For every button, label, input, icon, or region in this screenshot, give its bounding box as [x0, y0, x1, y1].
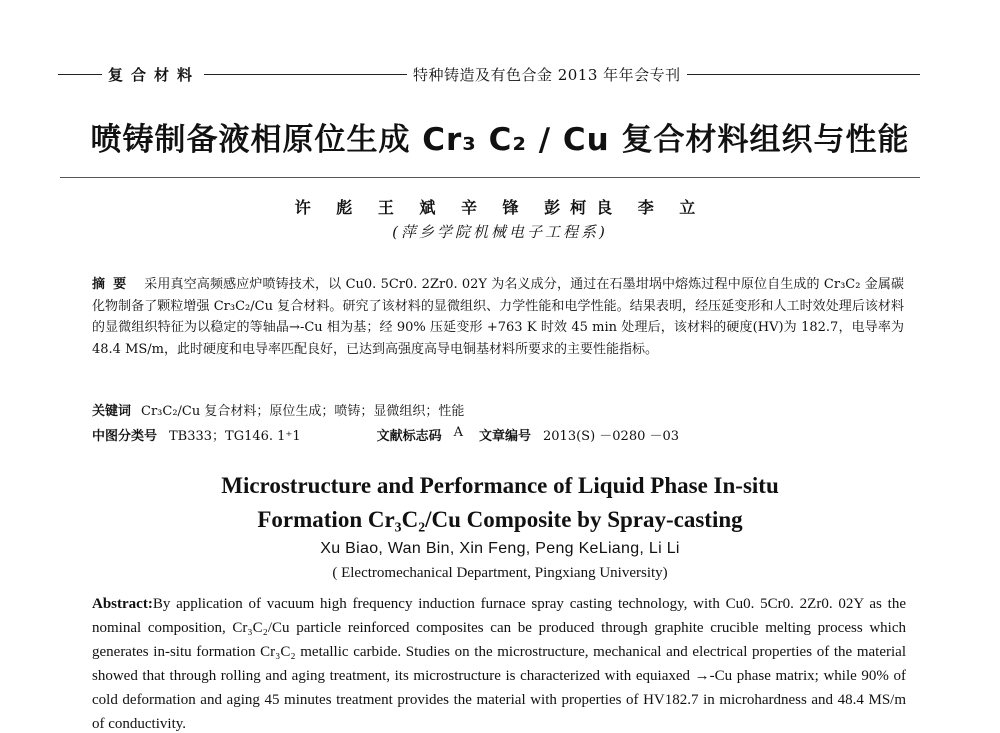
keywords-cn-text: Cr₃C₂/Cu 复合材料；原位生成；喷铸；显微组织；性能	[141, 404, 465, 419]
header-rule-right	[687, 74, 920, 75]
article-number-label: 文章编号	[479, 429, 532, 444]
header-rule-left	[58, 74, 102, 75]
abstract-en	[92, 592, 906, 733]
issue-label: 特种铸造及有色合金 2013 年年会专刊	[412, 65, 681, 84]
running-header	[58, 62, 920, 86]
abstract-cn-label: 摘要	[92, 277, 135, 292]
authors-cn: 许 彪 王 斌 辛 锋 彭柯良 李 立	[294, 198, 706, 217]
article-number-value: 2013(S) －0280 －03	[543, 429, 680, 444]
affiliation-cn: (萍乡学院机械电子工程系)	[392, 223, 608, 241]
doc-code-value: A	[453, 425, 463, 440]
clc-value: TB333；TG146. 1⁺1	[169, 429, 301, 444]
title-en-line-2: Formation Cr₃C₂/Cu Composite by Spray-casting	[257, 507, 743, 532]
abstract-en-text: By application of vacuum high frequency induction furnace spray casting technology, with Cu0. 5Cr0. 2Zr0. 02Y as the nominal composition, Cr₃C₂/Cu particle reinforced composites can be produced through graphite crucible melting process which generates in-situ formation Cr₃C₂ metallic carbide. Studies on the microstructure, mechanical and electrical properties of the material showed that through rolling and aging treatment, its microstructure is characterized with equiaxed →-Cu phase matrix; while 90% of cold deformation and aging 45 minutes treatment provides the material with properties of HV182.7 in microhardness and 48.4 MS/m of conductivity.	[92, 596, 906, 732]
abstract-en-label: Abstract:	[92, 596, 153, 612]
keywords-cn-label: 关键词	[92, 404, 132, 419]
authors-en: Xu Biao, Wan Bin, Xin Feng, Peng KeLiang, Li Li	[320, 540, 680, 557]
doc-code-label: 文献标志码	[376, 429, 442, 444]
title-en	[0, 469, 1000, 537]
keywords-cn	[92, 400, 904, 419]
classification-line	[92, 425, 904, 444]
abstract-cn	[92, 274, 904, 360]
title-en-line-1: Microstructure and Performance of Liquid Phase In-situ	[221, 473, 779, 498]
affiliation-en: ( Electromechanical Department, Pingxiang University)	[332, 565, 668, 581]
journal-section-label: 复合材料	[108, 65, 201, 84]
title-rule	[60, 177, 920, 178]
abstract-cn-text: 采用真空高频感应炉喷铸技术，以 Cu0. 5Cr0. 2Zr0. 02Y 为名义成分，通过在石墨坩埚中熔炼过程中原位自生成的 Cr₃C₂ 金属碳化物制备了颗粒增强 Cr₃C₂/Cu 复合材料。研究了该材料的显微组织、力学性能和电学性能。结果表明，经压延变形和人工时效处理后该材料的显微组织特征为以稳定的等轴晶→-Cu 相为基；经 90% 压延变形 +763 K 时效 45 min 处理后，该材料的硬度(HV)为 182.7，电导率为 48.4 MS/m，此时硬度和电导率匹配良好，已达到高强度高导电铜基材料所要求的主要性能指标。	[92, 277, 904, 357]
title-cn: 喷铸制备液相原位生成 Cr₃ C₂ / Cu 复合材料组织与性能	[90, 122, 910, 158]
clc-label: 中图分类号	[92, 429, 158, 444]
header-rule-middle	[204, 74, 407, 75]
